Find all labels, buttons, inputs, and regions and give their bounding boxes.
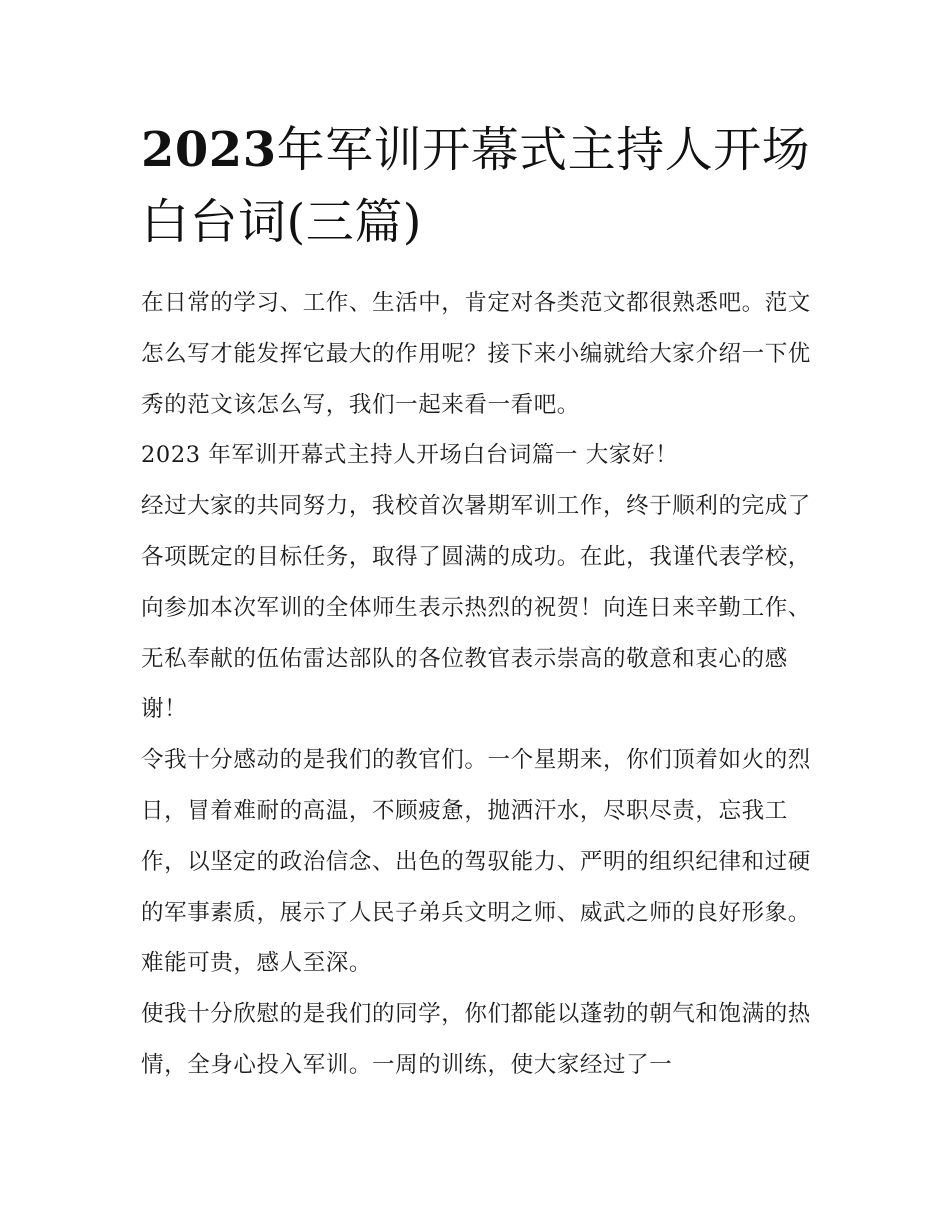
document-body	[141, 278, 813, 1091]
document-title	[141, 114, 821, 258]
paragraph-thanks: 经过大家的共同努力，我校首次暑期军训工作，终于顺利的完成了各项既定的目标任务，取得了圆满的成功。在此，我谨代表学校，向参加本次军训的全体师生表示热烈的祝贺！向连日来辛勤工作、无私奉献的伍佑雷达部队的各位教官表示崇高的敬意和衷心的感谢！	[141, 493, 811, 723]
paragraph-instructors: 令我十分感动的是我们的教官们。一个星期来，你们顶着如火的烈日，冒着难耐的高温，不顾疲惫，抛洒汗水，尽职尽责，忘我工作，以坚定的政治信念、出色的驾驭能力、严明的组织纪律和过硬的军事素质，展示了人民子弟兵文明之师、威武之师的良好形象。难能可贵，感人至深。	[141, 747, 811, 977]
paragraph-intro: 在日常的学习、工作、生活中，肯定对各类范文都很熟悉吧。范文怎么写才能发挥它最大的作用呢？接下来小编就给大家介绍一下优秀的范文该怎么写，我们一起来看一看吧。	[141, 290, 811, 418]
paragraph-section-heading: 2023 年军训开幕式主持人开场白台词篇一 大家好！	[141, 442, 679, 469]
title-text: 年军训开幕式主持人开场白台词(三篇)	[141, 122, 811, 250]
paragraph-students: 使我十分欣慰的是我们的同学，你们都能以蓬勃的朝气和饱满的热情，全身心投入军训。一周的训练，使大家经过了一	[141, 1001, 811, 1078]
title-year: 2023	[141, 122, 277, 178]
